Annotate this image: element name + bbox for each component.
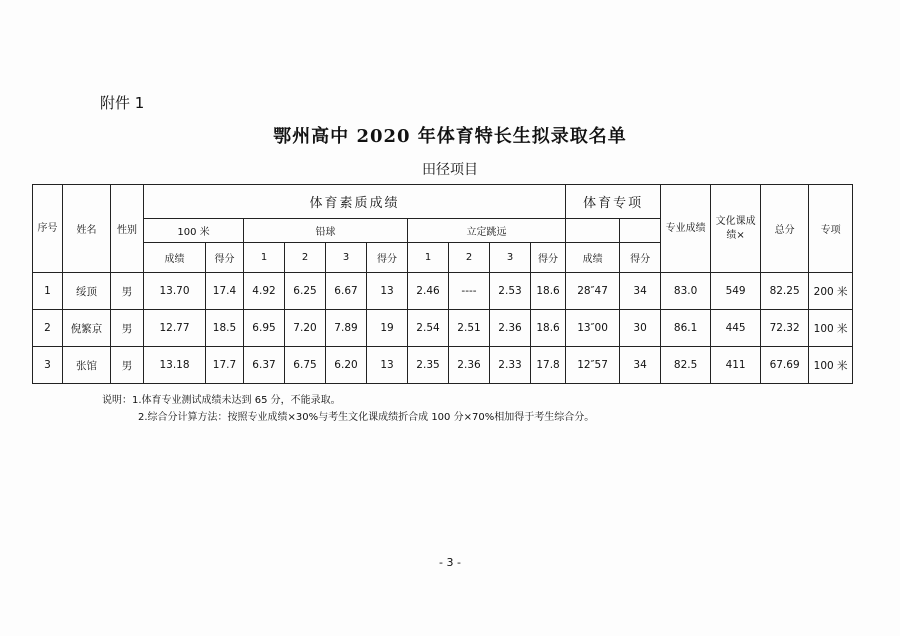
cell-jump-3: 2.53: [490, 273, 531, 310]
header-culture: 文化课成绩×: [711, 185, 761, 273]
cell-jump-1: 2.46: [408, 273, 449, 310]
cell-pro-score: 86.1: [661, 310, 711, 347]
cell-pro-score: 82.5: [661, 347, 711, 384]
header-run-result: 成绩: [144, 243, 206, 273]
cell-run-points: 18.5: [206, 310, 244, 347]
table-row: [33, 273, 853, 310]
header-jump-2: 2: [449, 243, 490, 273]
cell-shot-2: 6.25: [285, 273, 326, 310]
attachment-label: 附件 1: [100, 94, 145, 112]
document-title: 鄂州高中 2020 年体育特长生拟录取名单: [273, 126, 627, 147]
note-line-1: 说明：1.体育专业测试成绩未达到 65 分，不能录取。: [102, 395, 341, 406]
header-jump: 立定跳远: [408, 219, 566, 243]
cell-run-points: 17.4: [206, 273, 244, 310]
note-line-2: 2.综合分计算方法：按照专业成绩×30%与考生文化课成绩折合成 100 分×70%相加得于考生综合分。: [138, 412, 595, 423]
cell-jump-1: 2.54: [408, 310, 449, 347]
cell-run-points: 17.7: [206, 347, 244, 384]
cell-total: 82.25: [761, 273, 809, 310]
cell-run-result: 13.70: [144, 273, 206, 310]
cell-total: 67.69: [761, 347, 809, 384]
cell-total: 72.32: [761, 310, 809, 347]
cell-shot-points: 13: [367, 273, 408, 310]
cell-shot-1: 6.95: [244, 310, 285, 347]
cell-seq: 2: [33, 310, 63, 347]
header-shot-1: 1: [244, 243, 285, 273]
header-spec-blank-2: [620, 219, 661, 243]
header-spec-result: 成绩: [566, 243, 620, 273]
cell-gender: 男: [111, 273, 144, 310]
header-jump-3: 3: [490, 243, 531, 273]
cell-gender: 男: [111, 347, 144, 384]
header-event: 专项: [809, 185, 853, 273]
cell-jump-points: 17.8: [531, 347, 566, 384]
cell-shot-2: 6.75: [285, 347, 326, 384]
table-row: [33, 310, 853, 347]
header-run100: 100 米: [144, 219, 244, 243]
page-number: - 3 -: [439, 556, 461, 569]
header-run-points: 得分: [206, 243, 244, 273]
cell-spec-points: 34: [620, 273, 661, 310]
header-shot-points: 得分: [367, 243, 408, 273]
notes: [102, 392, 594, 426]
cell-jump-2: ----: [449, 273, 490, 310]
cell-run-result: 13.18: [144, 347, 206, 384]
cell-shot-points: 13: [367, 347, 408, 384]
cell-pro-score: 83.0: [661, 273, 711, 310]
cell-culture: 549: [711, 273, 761, 310]
cell-jump-1: 2.35: [408, 347, 449, 384]
header-gender: 性别: [111, 185, 144, 273]
cell-event: 100 米: [809, 310, 853, 347]
cell-event: 100 米: [809, 347, 853, 384]
cell-culture: 445: [711, 310, 761, 347]
cell-shot-1: 4.92: [244, 273, 285, 310]
header-spec-points: 得分: [620, 243, 661, 273]
header-shot-3: 3: [326, 243, 367, 273]
cell-spec-result: 28″47: [566, 273, 620, 310]
cell-name: 张馆: [63, 347, 111, 384]
cell-spec-result: 12″57: [566, 347, 620, 384]
header-seq: 序号: [33, 185, 63, 273]
cell-run-result: 12.77: [144, 310, 206, 347]
cell-spec-result: 13″00: [566, 310, 620, 347]
header-jump-1: 1: [408, 243, 449, 273]
cell-shot-3: 6.20: [326, 347, 367, 384]
cell-seq: 3: [33, 347, 63, 384]
cell-spec-points: 30: [620, 310, 661, 347]
cell-shot-1: 6.37: [244, 347, 285, 384]
cell-jump-3: 2.33: [490, 347, 531, 384]
document-subtitle: 田径项目: [422, 162, 478, 178]
cell-jump-3: 2.36: [490, 310, 531, 347]
header-jump-points: 得分: [531, 243, 566, 273]
header-row-1: [33, 185, 853, 219]
header-fitness: 体育素质成绩: [144, 185, 566, 219]
cell-jump-2: 2.36: [449, 347, 490, 384]
header-shot-2: 2: [285, 243, 326, 273]
cell-spec-points: 34: [620, 347, 661, 384]
cell-shot-2: 7.20: [285, 310, 326, 347]
cell-shot-points: 19: [367, 310, 408, 347]
header-spec-blank-1: [566, 219, 620, 243]
header-total: 总分: [761, 185, 809, 273]
cell-event: 200 米: [809, 273, 853, 310]
cell-jump-points: 18.6: [531, 273, 566, 310]
cell-culture: 411: [711, 347, 761, 384]
cell-shot-3: 7.89: [326, 310, 367, 347]
cell-seq: 1: [33, 273, 63, 310]
admission-table: [32, 184, 853, 384]
cell-gender: 男: [111, 310, 144, 347]
table-row: [33, 347, 853, 384]
cell-jump-2: 2.51: [449, 310, 490, 347]
header-pro-score: 专业成绩: [661, 185, 711, 273]
header-special: 体育专项: [566, 185, 661, 219]
cell-jump-points: 18.6: [531, 310, 566, 347]
header-name: 姓名: [63, 185, 111, 273]
cell-shot-3: 6.67: [326, 273, 367, 310]
cell-name: 绥顶: [63, 273, 111, 310]
cell-name: 倪繁京: [63, 310, 111, 347]
header-shot: 铅球: [244, 219, 408, 243]
